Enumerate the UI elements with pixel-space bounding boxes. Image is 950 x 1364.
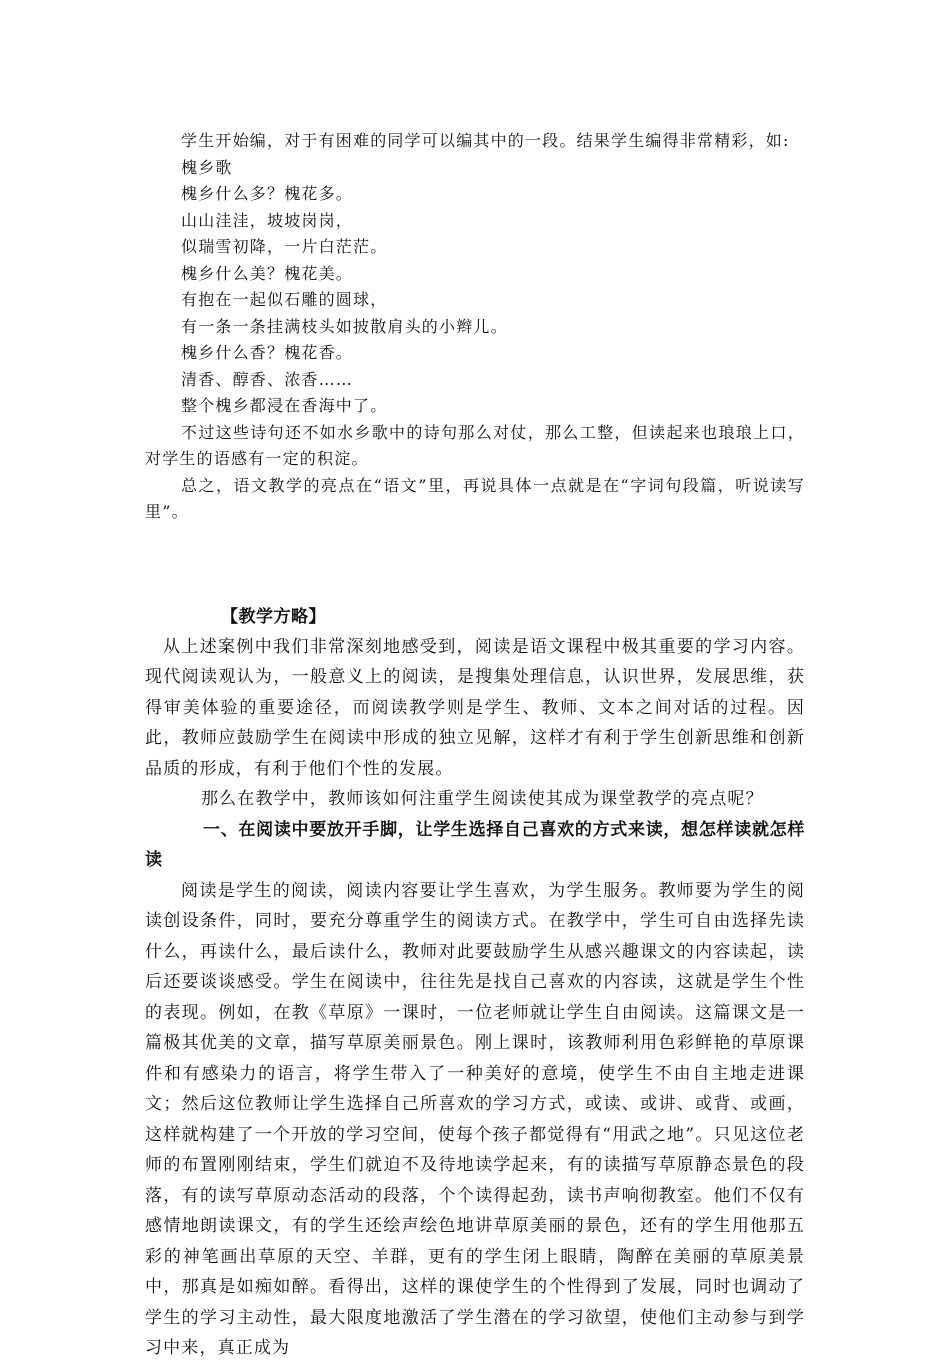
summary-paragraph: 总之，语文教学的亮点在“语文”里，再说具体一点就是在“字词句段篇，听说读写里”。	[145, 475, 805, 521]
poem-title: 槐乡歌	[181, 157, 233, 177]
strategy-paragraph: 从上述案例中我们非常深刻地感受到，阅读是语文课程中极其重要的学习内容。现代阅读观认为，一般意义上的阅读，是搜集处理信息，认识世界，发展思维，获得审美体验的重要途径，而阅读教学则是学生、教师、文本之间对话的过程。因此，教师应鼓励学生在阅读中形成的独立见解，这样才有利于学生创新思维和创新品质的形成，有利于他们个性的发展。	[145, 636, 805, 779]
poem-line: 似瑞雪初降，一片白茫茫。	[181, 237, 388, 256]
poem-line: 山山洼洼，坡坡岗岗，	[181, 210, 354, 230]
question-paragraph: 那么在教学中，教师该如何注重学生阅读使其成为课堂教学的亮点呢？	[201, 789, 764, 809]
poem-line: 有抱在一起似石雕的圆球，	[181, 290, 388, 309]
section-gap	[145, 526, 805, 602]
poem-line: 整个槐乡都浸在香海中了。	[181, 396, 388, 415]
poem-example-section	[145, 128, 805, 526]
document-page	[145, 128, 805, 1364]
subsection-heading: 一、在阅读中要放开手脚，让学生选择自己喜欢的方式来读，想怎样读就怎样读	[145, 819, 805, 870]
poem-line: 有一条一条挂满枝头如披散肩头的小辫儿。	[181, 316, 508, 336]
comment-paragraph: 不过这些诗句还不如水乡歌中的诗句那么对仗，那么工整，但读起来也琅琅上口，对学生的语感有一定的积淀。	[145, 422, 805, 468]
poem-line: 槐乡什么多？槐花多。	[181, 184, 354, 203]
poem-line: 槐乡什么美？槐花美。	[181, 263, 354, 283]
poem-line: 槐乡什么香？槐花香。	[181, 343, 354, 362]
body-paragraph: 阅读是学生的阅读，阅读内容要让学生喜欢，为学生服务。教师要为学生的阅读创设条件，同时，要充分尊重学生的阅读方式。在教学中，学生可自由选择先读什么，再读什么，最后读什么，教师对此要鼓励学生从感兴趣课文的内容读起，读后还要谈谈感受。学生在阅读中，往往先是找自己喜欢的内容读，这就是学生个性的表现。例如，在教《草原》一课时，一位老师就让学生自由阅读。这篇课文是一篇极其优美的文章，描写草原美丽景色。刚上课时，该教师利用色彩鲜艳的草原课件和有感染力的语言，将学生带入了一种美好的意境，使学生不由自主地走进课文；然后这位教师让学生选择自己所喜欢的学习方式，或读、或讲、或背、或画，这样就构建了一个开放的学习空间，使每个孩子都觉得有“用武之地”。只见这位老师的布置刚刚结束，学生们就迫不及待地读学起来，有的读描写草原静态景色的段落，有的读写草原动态活动的段落，个个读得起劲，读书声响彻教室。他们不仅有感情地朗读课文，有的学生还绘声绘色地讲草原美丽的景色，还有的学生用他那五彩的神笔画出草原的天空、羊群，更有的学生闭上眼睛，陶醉在美丽的草原美景中，那真是如痴如醉。看得出，这样的课使学生的个性得到了发展，同时也调动了学生的学习主动性，最大限度地激活了学生潜在的学习欲望，使他们主动参与到学习中来，真正成为	[145, 880, 805, 1358]
section-title: 【教学方略】	[221, 606, 326, 627]
poem-line: 清香、醇香、浓香……	[181, 369, 354, 389]
teaching-strategy-section	[145, 602, 805, 1364]
intro-paragraph: 学生开始编，对于有困难的同学可以编其中的一段。结果学生编得非常精彩，如:	[181, 131, 790, 150]
